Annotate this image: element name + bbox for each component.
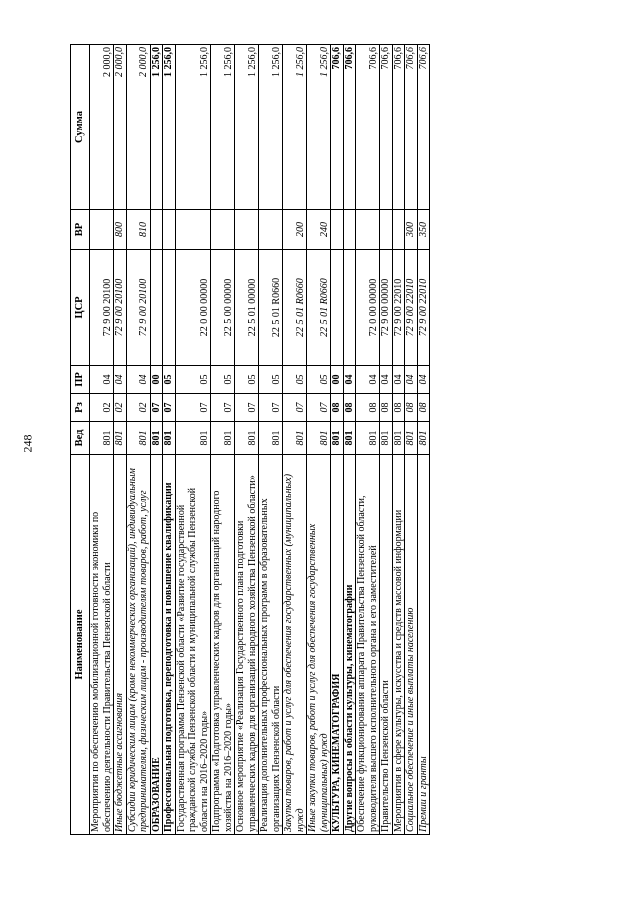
row-pr: 04 <box>114 366 127 394</box>
header-pr: ПР <box>71 366 90 394</box>
header-ved: Вед <box>71 422 90 455</box>
row-pr: 05 <box>307 366 331 394</box>
row-csr: 72 9 00 22010 <box>405 250 418 366</box>
row-name: Обеспечение функционирования аппарата Правительства Пензенской области, руководителя высшего исполнительного органа и его заместителей <box>356 455 380 835</box>
header-csr: ЦСР <box>71 250 90 366</box>
row-sum: 706,6 <box>356 45 380 210</box>
row-ved: 801 <box>114 422 127 455</box>
row-sum: 1 256,0 <box>211 45 235 210</box>
row-rz: 08 <box>343 394 356 422</box>
row-sum: 1 256,0 <box>163 45 176 210</box>
row-ved: 801 <box>417 422 430 455</box>
row-rz: 02 <box>114 394 127 422</box>
row-ved: 801 <box>175 422 211 455</box>
row-vr <box>392 210 405 250</box>
row-sum: 706,6 <box>392 45 405 210</box>
page-number: 248 <box>20 434 35 453</box>
row-ved: 801 <box>283 422 307 455</box>
row-ved: 801 <box>259 422 283 455</box>
row-vr: 810 <box>126 210 150 250</box>
row-vr <box>356 210 380 250</box>
table-row <box>150 45 163 835</box>
row-name: Профессиональная подготовка, переподготовка и повышение квалификации <box>163 455 176 835</box>
row-ved: 801 <box>380 422 393 455</box>
table-row <box>163 45 176 835</box>
row-name: Социальное обеспечение и иные выплаты населению <box>405 455 418 835</box>
row-ved: 801 <box>307 422 331 455</box>
row-csr <box>343 250 356 366</box>
table-row <box>235 45 259 835</box>
row-csr <box>331 250 344 366</box>
row-ved: 801 <box>163 422 176 455</box>
row-rz: 07 <box>150 394 163 422</box>
row-pr: 00 <box>331 366 344 394</box>
row-sum: 1 256,0 <box>283 45 307 210</box>
row-sum: 706,6 <box>405 45 418 210</box>
row-vr <box>211 210 235 250</box>
row-ved: 801 <box>126 422 150 455</box>
row-name: Государственная программа Пензенской области «Развитие государственной гражданской службы Пензенской области и муниципальной службы Пензенской области на 2016–2020 годы» <box>175 455 211 835</box>
row-rz: 08 <box>392 394 405 422</box>
row-csr <box>150 250 163 366</box>
row-csr: 22 5 01 00000 <box>235 250 259 366</box>
row-rz: 07 <box>211 394 235 422</box>
row-sum: 1 256,0 <box>235 45 259 210</box>
table-row <box>283 45 307 835</box>
row-csr: 72 9 00 00000 <box>380 250 393 366</box>
table-row <box>417 45 430 835</box>
row-csr: 72 9 00 22010 <box>417 250 430 366</box>
row-name: Иные закупки товаров, работ и услуг для обеспечения государственных (муниципальных) нужд <box>307 455 331 835</box>
row-vr <box>331 210 344 250</box>
row-ved: 801 <box>235 422 259 455</box>
row-ved: 801 <box>331 422 344 455</box>
row-csr: 22 5 01 R0660 <box>259 250 283 366</box>
row-vr <box>150 210 163 250</box>
table-row <box>356 45 380 835</box>
header-sum: Сумма <box>71 45 90 210</box>
row-ved: 801 <box>405 422 418 455</box>
table-row <box>343 45 356 835</box>
row-pr: 05 <box>235 366 259 394</box>
table-row <box>259 45 283 835</box>
row-pr: 04 <box>343 366 356 394</box>
row-name: Основное мероприятие «Реализация Государственного плана подготовки управленческих кадров для организаций народного хозяйства Пензенской области» <box>235 455 259 835</box>
row-vr <box>343 210 356 250</box>
row-csr: 22 5 01 R0660 <box>283 250 307 366</box>
row-sum: 1 256,0 <box>150 45 163 210</box>
row-vr <box>90 210 114 250</box>
table-row <box>211 45 235 835</box>
table-row <box>392 45 405 835</box>
row-vr <box>259 210 283 250</box>
row-vr <box>175 210 211 250</box>
row-rz: 02 <box>90 394 114 422</box>
row-csr: 72 9 00 22010 <box>392 250 405 366</box>
row-sum: 706,6 <box>380 45 393 210</box>
row-vr: 200 <box>283 210 307 250</box>
row-name: Мероприятия по обеспечению мобилизационной готовности экономики по обеспечению деятельности Правительства Пензенской области <box>90 455 114 835</box>
row-rz: 08 <box>380 394 393 422</box>
row-rz: 08 <box>405 394 418 422</box>
row-csr: 72 0 00 00000 <box>356 250 380 366</box>
row-vr: 800 <box>114 210 127 250</box>
table-row <box>405 45 418 835</box>
row-sum: 2 000,0 <box>126 45 150 210</box>
row-rz: 08 <box>417 394 430 422</box>
header-row <box>71 45 90 835</box>
row-csr: 22 5 01 R0660 <box>307 250 331 366</box>
row-name: Иные бюджетные ассигнования <box>114 455 127 835</box>
row-sum: 1 256,0 <box>307 45 331 210</box>
table-row <box>380 45 393 835</box>
row-name: Правительство Пензенской области <box>380 455 393 835</box>
row-rz: 07 <box>307 394 331 422</box>
row-sum: 706,6 <box>331 45 344 210</box>
row-ved: 801 <box>343 422 356 455</box>
row-sum: 706,6 <box>343 45 356 210</box>
row-pr: 05 <box>175 366 211 394</box>
row-name: Мероприятия в сфере культуры, искусства и средств массовой информации <box>392 455 405 835</box>
row-name: Премии и гранты <box>417 455 430 835</box>
row-pr: 04 <box>356 366 380 394</box>
row-sum: 2 000,0 <box>114 45 127 210</box>
row-sum: 706,6 <box>417 45 430 210</box>
row-pr: 04 <box>90 366 114 394</box>
row-pr: 04 <box>417 366 430 394</box>
row-sum: 2 000,0 <box>90 45 114 210</box>
row-csr: 72 9 00 20100 <box>90 250 114 366</box>
table-row <box>114 45 127 835</box>
row-rz: 02 <box>126 394 150 422</box>
table-row <box>331 45 344 835</box>
row-csr: 72 9 00 20100 <box>126 250 150 366</box>
table-row <box>126 45 150 835</box>
budget-table <box>70 44 430 835</box>
row-ved: 801 <box>392 422 405 455</box>
row-rz: 07 <box>283 394 307 422</box>
row-pr: 00 <box>150 366 163 394</box>
budget-table-container <box>70 45 430 835</box>
row-ved: 801 <box>90 422 114 455</box>
row-name: Субсидии юридическим лицам (кроме некоммерческих организаций), индивидуальным предпринимателям, физическим лицам - производителям товаров, работ, услуг <box>126 455 150 835</box>
row-csr <box>163 250 176 366</box>
row-csr: 22 0 00 00000 <box>175 250 211 366</box>
row-vr: 300 <box>405 210 418 250</box>
row-pr: 05 <box>259 366 283 394</box>
row-name: Подпрограмма «Подготовка управленческих кадров для организаций народного хозяйства на 2016–2020 годы» <box>211 455 235 835</box>
row-pr: 04 <box>392 366 405 394</box>
row-pr: 05 <box>163 366 176 394</box>
row-rz: 07 <box>259 394 283 422</box>
row-name: Реализация дополнительных профессиональных программ в образовательных организациях Пензенской области <box>259 455 283 835</box>
row-ved: 801 <box>150 422 163 455</box>
row-rz: 07 <box>175 394 211 422</box>
header-vr: ВР <box>71 210 90 250</box>
row-vr <box>163 210 176 250</box>
row-csr: 72 9 00 20100 <box>114 250 127 366</box>
table-row <box>175 45 211 835</box>
table-row <box>307 45 331 835</box>
row-pr: 05 <box>283 366 307 394</box>
row-name: ОБРАЗОВАНИЕ <box>150 455 163 835</box>
row-name: КУЛЬТУРА, КИНЕМАТОГРАФИЯ <box>331 455 344 835</box>
row-ved: 801 <box>356 422 380 455</box>
row-vr: 240 <box>307 210 331 250</box>
row-vr <box>235 210 259 250</box>
table-row <box>90 45 114 835</box>
row-name: Закупка товаров, работ и услуг для обеспечения государственных (муниципальных) нужд <box>283 455 307 835</box>
row-name: Другие вопросы в области культуры, кинематографии <box>343 455 356 835</box>
row-rz: 07 <box>235 394 259 422</box>
row-vr <box>380 210 393 250</box>
row-ved: 801 <box>211 422 235 455</box>
row-pr: 05 <box>211 366 235 394</box>
row-rz: 07 <box>163 394 176 422</box>
row-pr: 04 <box>380 366 393 394</box>
row-csr: 22 5 00 00000 <box>211 250 235 366</box>
row-pr: 04 <box>126 366 150 394</box>
header-rz: Рз <box>71 394 90 422</box>
row-pr: 04 <box>405 366 418 394</box>
row-sum: 1 256,0 <box>175 45 211 210</box>
header-name: Наименование <box>71 455 90 835</box>
row-rz: 08 <box>331 394 344 422</box>
row-vr: 350 <box>417 210 430 250</box>
row-rz: 08 <box>356 394 380 422</box>
row-sum: 1 256,0 <box>259 45 283 210</box>
